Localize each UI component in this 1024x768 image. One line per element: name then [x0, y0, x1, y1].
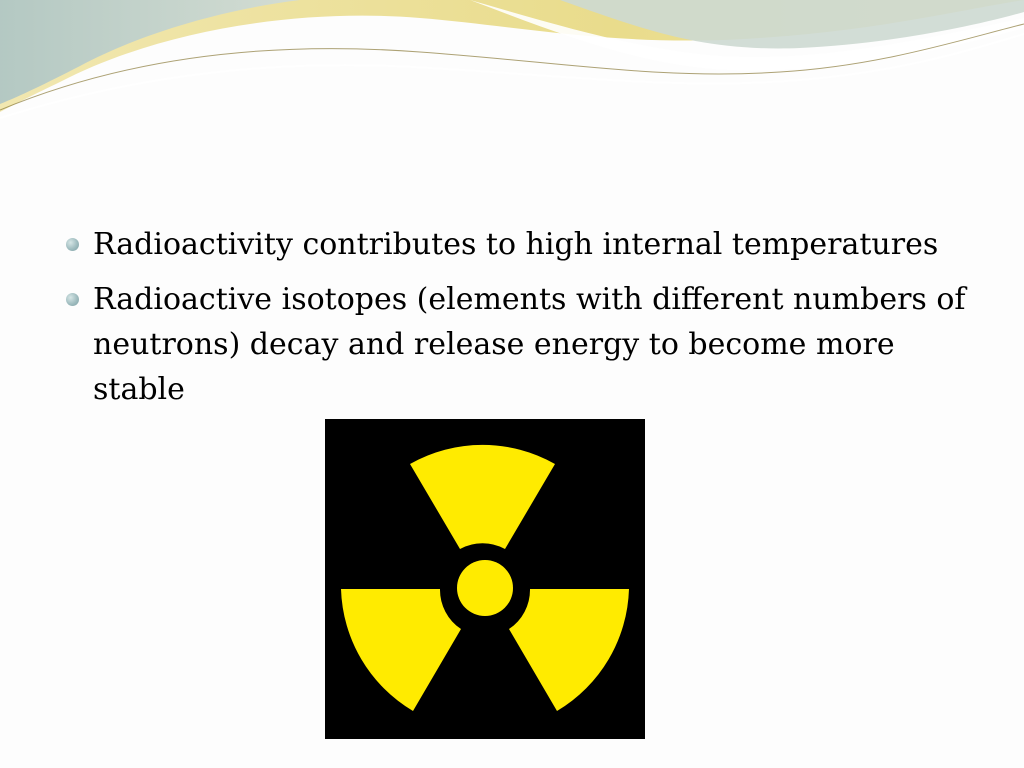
bullet-dot-icon	[66, 238, 79, 251]
bullet-item-2	[66, 277, 966, 412]
bullet-list	[66, 222, 966, 422]
bullet-text-2: Radioactive isotopes (elements with different numbers of neutrons) decay and release energy to become more stable	[93, 282, 966, 407]
radiation-symbol-icon	[325, 419, 645, 739]
header-swoosh-decoration	[0, 0, 1024, 130]
bullet-dot-icon	[66, 293, 79, 306]
bullet-item-1	[66, 222, 966, 267]
bullet-text-1: Radioactivity contributes to high internal temperatures	[93, 227, 939, 262]
